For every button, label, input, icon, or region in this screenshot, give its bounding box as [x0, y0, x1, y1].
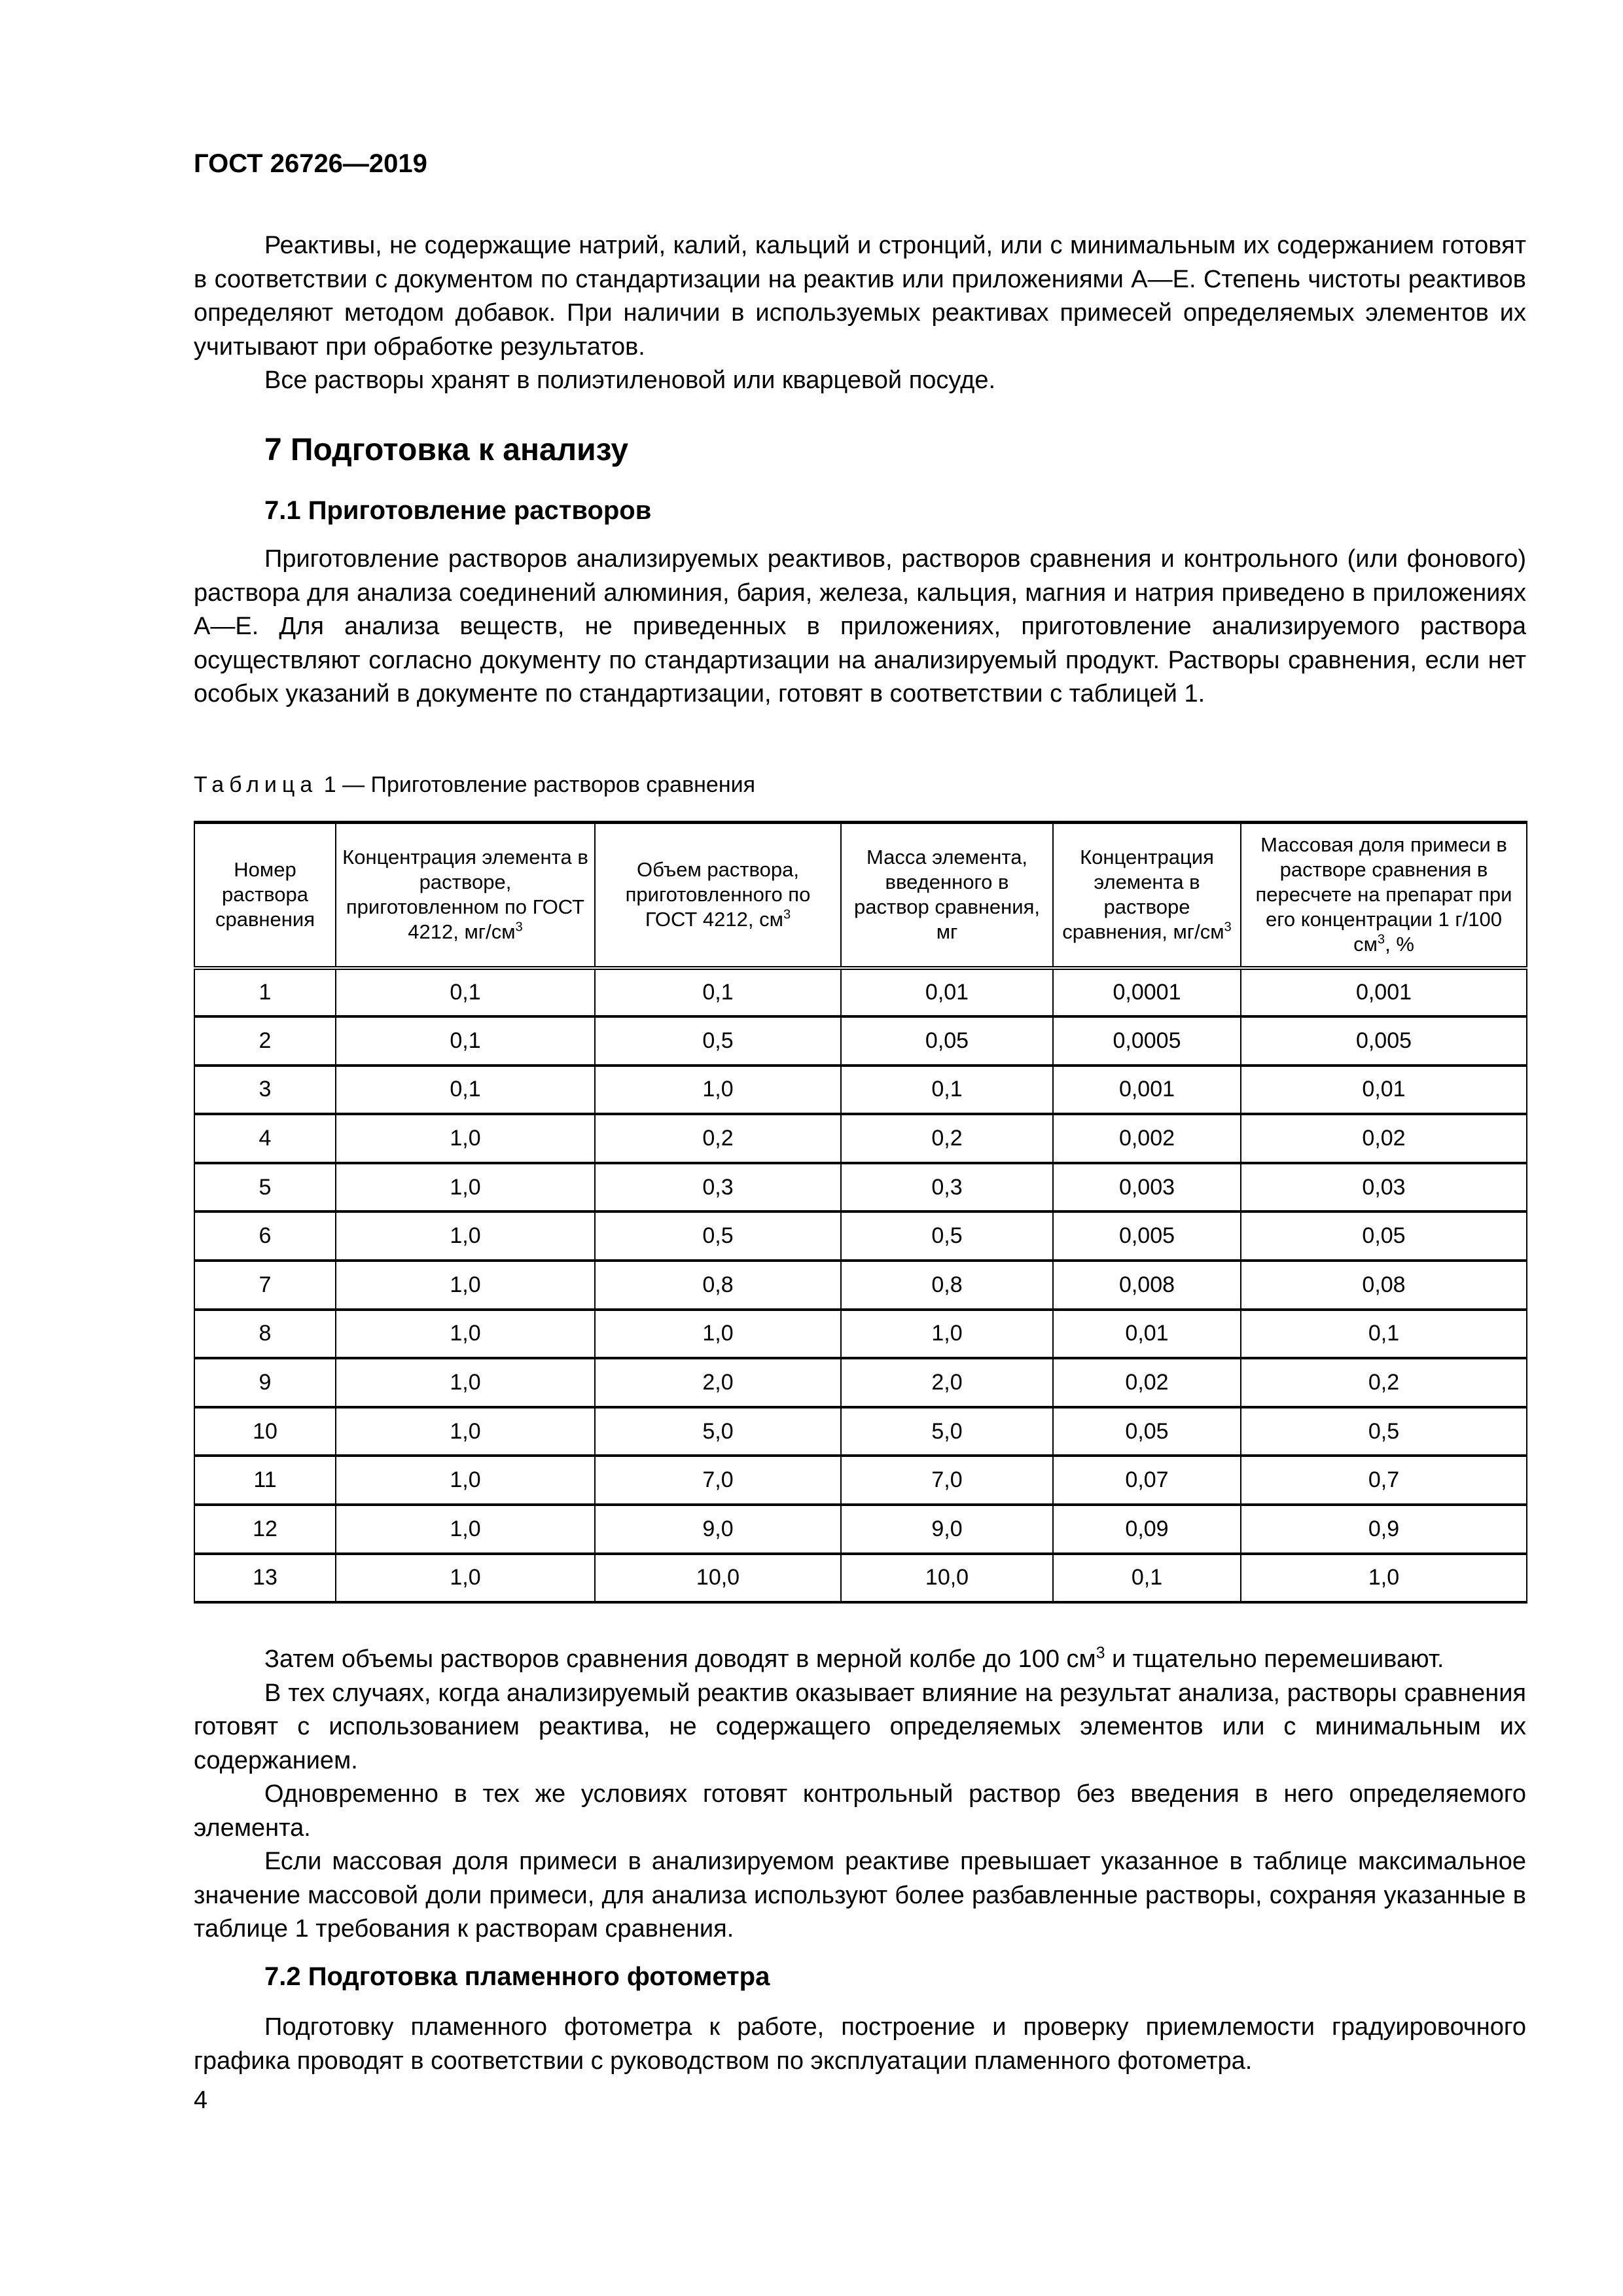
table-cell: 0,01 [841, 968, 1053, 1017]
table-row [194, 1358, 1527, 1407]
table-cell: 0,0005 [1053, 1016, 1241, 1066]
table-row [194, 1163, 1527, 1212]
table-cell: 1,0 [336, 1211, 595, 1261]
table-cell: 1,0 [336, 1456, 595, 1505]
table-cell: 0,5 [595, 1016, 841, 1066]
table-cell: 2,0 [595, 1358, 841, 1407]
table-cell: 0,005 [1053, 1211, 1241, 1261]
table-cell: 0,05 [841, 1016, 1053, 1066]
after-table-paragraph-1: Затем объемы растворов сравнения доводят в мерной колбе до 100 $см^3$ и тщательно перемешивают. [264, 1644, 1444, 1673]
table-cell: 1,0 [336, 1261, 595, 1310]
page-number: 4 [194, 2087, 208, 2114]
section-7-1-title: 7.1 Приготовление растворов [264, 496, 652, 525]
table-1-caption [194, 772, 755, 798]
header-element-mass: Масса элемента, введенного в раствор сравнения, мг [841, 823, 1053, 968]
table-cell: 0,05 [1053, 1407, 1241, 1456]
table-cell: 0,001 [1241, 968, 1527, 1017]
table-cell: 0,2 [1241, 1358, 1527, 1407]
table-cell: 0,5 [841, 1211, 1053, 1261]
table-caption-title: 1 — Приготовление растворов сравнения [317, 772, 756, 797]
table-cell: 5,0 [595, 1407, 841, 1456]
table-cell: 0,02 [1241, 1114, 1527, 1163]
table-cell: 7 [194, 1261, 336, 1310]
table-cell: 0,1 [1053, 1554, 1241, 1603]
table-cell: 0,08 [1241, 1261, 1527, 1310]
table-cell: 9 [194, 1358, 336, 1407]
table-cell: 0,1 [595, 968, 841, 1017]
intro-paragraph-1: Реактивы, не содержащие натрий, калий, кальций и стронций, или с минимальным их содержанием готовят в соответствии с документом по стандартизации на реактив или приложениями А—Е. Степень чистоты реактивов определяют методом добавок. При наличии в используемых реактивах примесей определяемых элементов их учитывают при обработке результатов. [194, 232, 1526, 361]
section-7-2-text [194, 2011, 1526, 2078]
table-cell: 10,0 [841, 1554, 1053, 1603]
table-cell: 1,0 [336, 1407, 595, 1456]
header-volume: Объем раствора, приготовленного по ГОСТ 4212, $см^3$ [595, 823, 841, 968]
table-cell: 0,5 [1241, 1407, 1527, 1456]
table-cell: 0,7 [1241, 1456, 1527, 1505]
table-cell: 1,0 [336, 1163, 595, 1212]
table-cell: 0,1 [1241, 1310, 1527, 1359]
document-header: ГОСТ 26726—2019 [194, 149, 427, 178]
section-7-2-paragraph: Подготовку пламенного фотометра к работе, построение и проверку приемлемости градуировочного графика проводят в соответствии с руководством по эксплуатации пламенного фотометра. [194, 2013, 1526, 2075]
table-cell: 7,0 [595, 1456, 841, 1505]
section-7-1-paragraph: Приготовление растворов анализируемых реактивов, растворов сравнения и контрольного (или фонового) раствора для анализа соединений алюминия, бария, железа, кальция, магния и натрия приведено в приложениях А—Е. Для анализа веществ, не приведенных в приложениях, приготовление анализируемого раствора осуществляют согласно документу по стандартизации на анализируемый продукт. Растворы сравнения, если нет особых указаний в документе по стандартизации, готовят в соответствии с таблицей 1. [194, 545, 1526, 708]
table-row [194, 1016, 1527, 1066]
table-cell: 0,001 [1053, 1066, 1241, 1115]
table-row [194, 1261, 1527, 1310]
table-cell: 0,005 [1241, 1016, 1527, 1066]
table-cell: 0,9 [1241, 1505, 1527, 1554]
table-cell: 7,0 [841, 1456, 1053, 1505]
table-cell: 0,3 [841, 1163, 1053, 1212]
section-7-1-text [194, 543, 1526, 711]
table-cell: 9,0 [595, 1505, 841, 1554]
table-cell: 1,0 [336, 1310, 595, 1359]
table-1 [194, 821, 1527, 1604]
table-cell: 4 [194, 1114, 336, 1163]
table-cell: 0,5 [595, 1211, 841, 1261]
after-table-paragraph-4: Если массовая доля примеси в анализируемом реактиве превышает указанное в таблице максимальное значение массовой доли примеси, для анализа используют более разбавленные растворы, сохраняя указанные в таблице 1 требования к растворам сравнения. [194, 1848, 1526, 1943]
table-row [194, 1505, 1527, 1554]
table-cell: 1,0 [1241, 1554, 1527, 1603]
table-row [194, 1211, 1527, 1261]
table-cell: 0,1 [336, 968, 595, 1017]
table-cell: 11 [194, 1456, 336, 1505]
table-row [194, 1407, 1527, 1456]
table-cell: 0,03 [1241, 1163, 1527, 1212]
table-cell: 6 [194, 1211, 336, 1261]
header-concentration-reference: Концентрация элемента в растворе сравнения, $мг/см^3$ [1053, 823, 1241, 968]
table-row [194, 968, 1527, 1017]
table-cell: 0,8 [841, 1261, 1053, 1310]
table-cell: 0,8 [595, 1261, 841, 1310]
table-cell: 0,1 [336, 1066, 595, 1115]
table-header-row [194, 823, 1527, 968]
table-cell: 0,3 [595, 1163, 841, 1212]
table-cell: 0,003 [1053, 1163, 1241, 1212]
table-cell: 0,09 [1053, 1505, 1241, 1554]
after-table-text [194, 1643, 1526, 1946]
table-cell: 0,01 [1241, 1066, 1527, 1115]
table-cell: 2 [194, 1016, 336, 1066]
table-cell: 3 [194, 1066, 336, 1115]
table-cell: 0,07 [1053, 1456, 1241, 1505]
table-cell: 0,02 [1053, 1358, 1241, 1407]
section-7-2-title: 7.2 Подготовка пламенного фотометра [264, 1962, 770, 1991]
table-row [194, 1554, 1527, 1603]
table-cell: 1,0 [595, 1310, 841, 1359]
table-cell: 1,0 [595, 1066, 841, 1115]
header-impurity-mass-fraction: Массовая доля примеси в растворе сравнения в пересчете на препарат при его концентрации 1 г/100 $см^3$, % [1241, 823, 1527, 968]
table-cell: 5 [194, 1163, 336, 1212]
table-cell: 0,002 [1053, 1114, 1241, 1163]
intro-paragraph-2: Все растворы хранят в полиэтиленовой или кварцевой посуде. [264, 367, 996, 394]
table-cell: 0,01 [1053, 1310, 1241, 1359]
table-cell: 2,0 [841, 1358, 1053, 1407]
table-cell: 0,2 [595, 1114, 841, 1163]
table-cell: 0,008 [1053, 1261, 1241, 1310]
intro-text [194, 229, 1526, 398]
table-cell: 10 [194, 1407, 336, 1456]
table-cell: 9,0 [841, 1505, 1053, 1554]
table-cell: 10,0 [595, 1554, 841, 1603]
table-cell: 0,0001 [1053, 968, 1241, 1017]
table-caption-label: Таблица [194, 772, 318, 797]
table-cell: 0,05 [1241, 1211, 1527, 1261]
table-cell: 1,0 [841, 1310, 1053, 1359]
table-cell: 0,1 [336, 1016, 595, 1066]
table-row [194, 1310, 1527, 1359]
table-cell: 13 [194, 1554, 336, 1603]
table-row [194, 1456, 1527, 1505]
after-table-paragraph-2: В тех случаях, когда анализируемый реактив оказывает влияние на результат анализа, растворы сравнения готовят с использованием реактива, не содержащего определяемых элементов или с минимальным их содержанием. [194, 1679, 1526, 1774]
table-cell: 5,0 [841, 1407, 1053, 1456]
table-cell: 8 [194, 1310, 336, 1359]
table-cell: 1,0 [336, 1505, 595, 1554]
section-7-title: 7 Подготовка к анализу [264, 433, 629, 467]
table-cell: 1,0 [336, 1554, 595, 1603]
table-row [194, 1066, 1527, 1115]
table-cell: 12 [194, 1505, 336, 1554]
table-cell: 1,0 [336, 1358, 595, 1407]
table-cell: 0,2 [841, 1114, 1053, 1163]
table-cell: 1,0 [336, 1114, 595, 1163]
header-solution-number: Номер раствора сравнения [194, 823, 336, 968]
table-cell: 1 [194, 968, 336, 1017]
table-cell: 0,1 [841, 1066, 1053, 1115]
header-concentration-gost: Концентрация элемента в растворе, приготовленном по ГОСТ 4212, $мг/см^3$ [336, 823, 595, 968]
after-table-paragraph-3: Одновременно в тех же условиях готовят контрольный раствор без введения в него определяемого элемента. [194, 1780, 1526, 1842]
table-row [194, 1114, 1527, 1163]
